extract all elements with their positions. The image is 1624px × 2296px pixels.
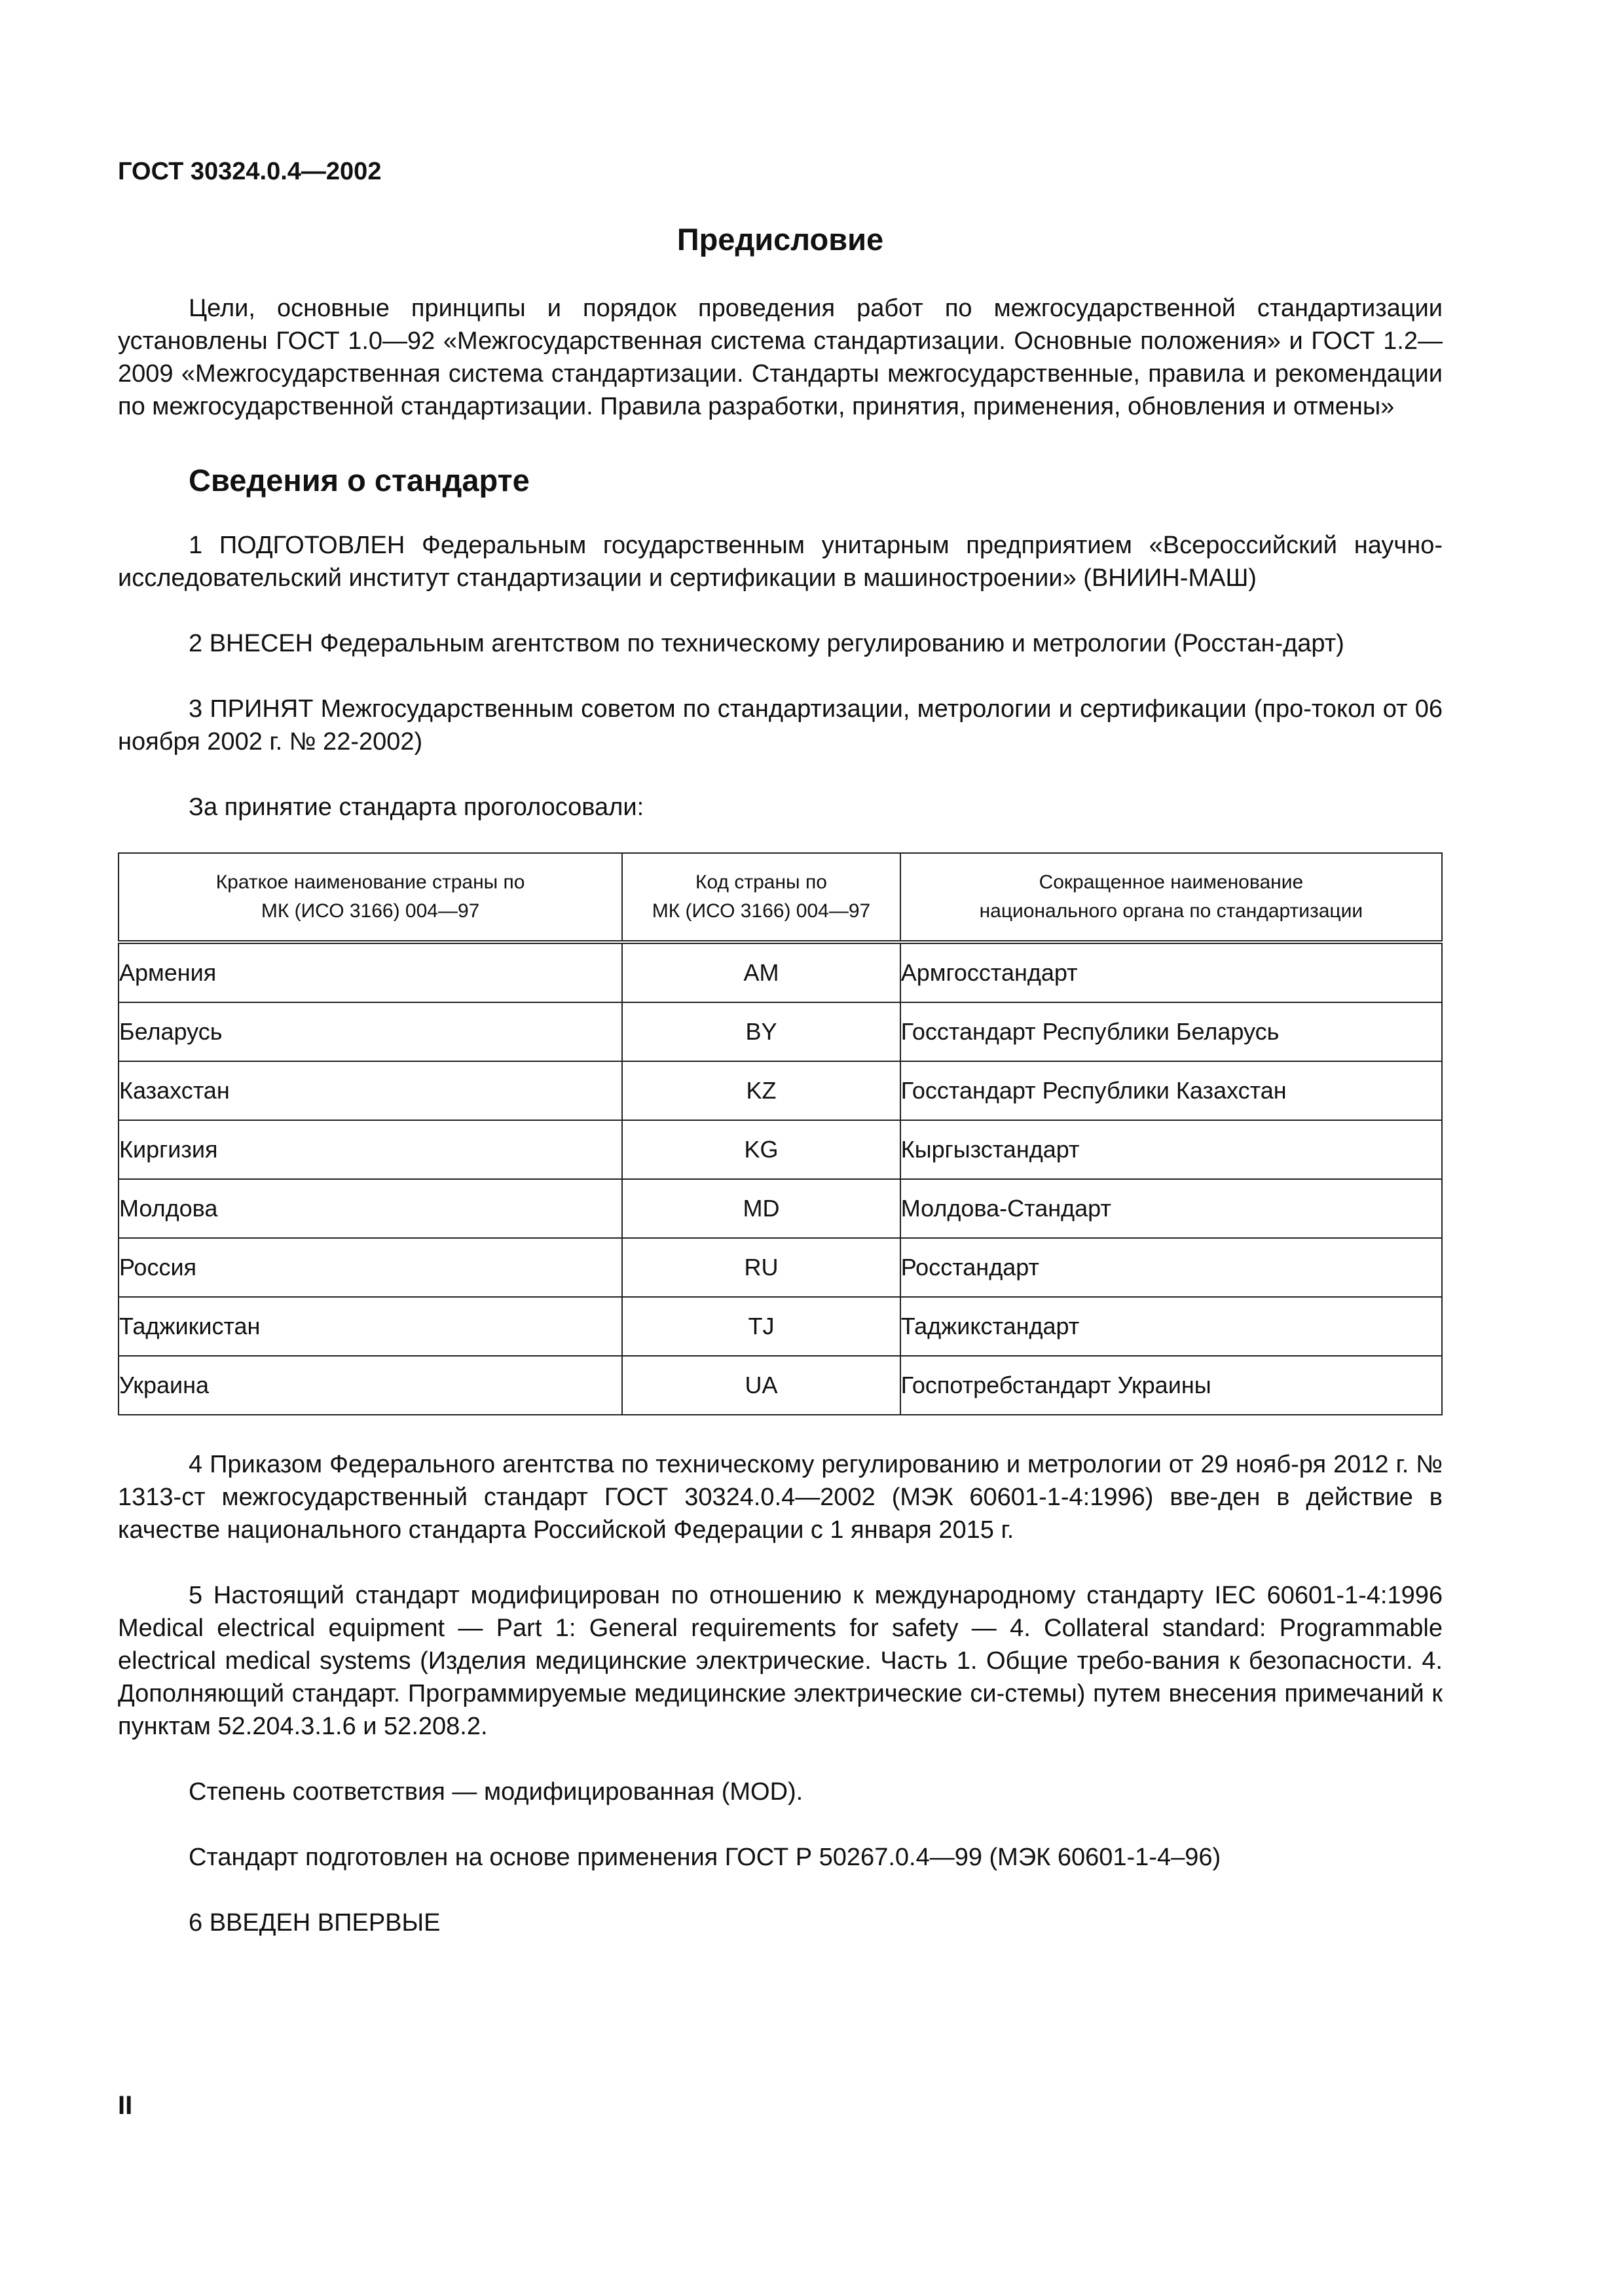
country-name-cell: Украина <box>119 1356 622 1415</box>
country-name-cell: Армения <box>119 942 622 1002</box>
basis-standard: Стандарт подготовлен на основе применения ГОСТ Р 50267.0.4—99 (МЭК 60601-1-4–96) <box>189 1844 1221 1872</box>
info-item-1: 1 ПОДГОТОВЛЕН Федеральным государственным унитарным предприятием «Всероссийский научно-исследовательский институт стандартизации и сертификации в машиностроении» (ВНИИН-МАШ) <box>118 532 1443 592</box>
country-code-cell: KG <box>622 1120 900 1179</box>
table-row <box>119 1061 1442 1120</box>
table-row <box>119 1120 1442 1179</box>
info-item-3: 3 ПРИНЯТ Межгосударственным советом по стандартизации, метрологии и сертификации (про-токол от 06 ноября 2002 г. № 22-2002) <box>118 695 1443 756</box>
country-code-cell: AM <box>622 942 900 1002</box>
header-line: Сокращенное наименование <box>1039 871 1304 894</box>
header-line: МК (ИСО 3166) 004—97 <box>652 900 871 922</box>
standards-body-cell: Кыргызстандарт <box>900 1120 1442 1179</box>
header-country-name <box>119 853 622 942</box>
page-number: II <box>118 2091 133 2120</box>
country-code-cell: RU <box>622 1238 900 1297</box>
country-code-cell: UA <box>622 1356 900 1415</box>
country-code-cell: MD <box>622 1179 900 1238</box>
standards-body-cell: Росстандарт <box>900 1238 1442 1297</box>
header-line: МК (ИСО 3166) 004—97 <box>261 900 480 922</box>
table-row <box>119 1179 1442 1238</box>
country-code-cell: BY <box>622 1002 900 1061</box>
standards-body-cell: Таджикстандарт <box>900 1297 1442 1356</box>
header-line: национального органа по стандартизации <box>979 900 1363 922</box>
table-row <box>119 1297 1442 1356</box>
standards-body-cell: Госстандарт Республики Казахстан <box>900 1061 1442 1120</box>
country-name-cell: Россия <box>119 1238 622 1297</box>
table-row <box>119 1238 1442 1297</box>
foreword-text: Цели, основные принципы и порядок проведения работ по межгосударственной стандартизации установлены ГОСТ 1.0—92 «Межгосударственная система стандартизации. Основные положения» и ГОСТ 1.2—2009 «Межгосударственная система стандартизации. Стандарты межгосударственные, правила и рекомендации по межгосударственной стандартизации. Правила разработки, принятия, применения, обновления и отмены» <box>118 294 1443 420</box>
table-row <box>119 942 1442 1002</box>
standards-body-cell: Армгосстандарт <box>900 942 1442 1002</box>
standard-code-header: ГОСТ 30324.0.4—2002 <box>118 158 382 185</box>
header-country-code <box>622 853 900 942</box>
info-item-6: 6 ВВЕДЕН ВПЕРВЫЕ <box>189 1909 441 1937</box>
page-content <box>118 157 1443 1939</box>
country-code-cell: TJ <box>622 1297 900 1356</box>
table-header-row <box>119 853 1442 942</box>
country-code-cell: KZ <box>622 1061 900 1120</box>
country-name-cell: Казахстан <box>119 1061 622 1120</box>
info-item-4: 4 Приказом Федерального агентства по техническому регулированию и метрологии от 29 нояб-ря 2012 г. № 1313-ст межгосударственный стандарт ГОСТ 30324.0.4—2002 (МЭК 60601-1-4:1996) вве-ден в действие в качестве национального стандарта Российской Федерации с 1 января 2015 г. <box>118 1451 1443 1544</box>
info-item-2: 2 ВНЕСЕН Федеральным агентством по техническому регулированию и метрологии (Росстан-дарт) <box>189 630 1344 658</box>
table-row <box>119 1356 1442 1415</box>
conformity-degree: Степень соответствия — модифицированная (MOD). <box>189 1778 803 1806</box>
vote-intro: За принятие стандарта проголосовали: <box>189 793 644 822</box>
header-standards-body <box>900 853 1442 942</box>
voting-countries-table <box>118 852 1443 1415</box>
country-name-cell: Молдова <box>119 1179 622 1238</box>
header-line: Код страны по <box>695 871 827 894</box>
country-name-cell: Беларусь <box>119 1002 622 1061</box>
info-item-5: 5 Настоящий стандарт модифицирован по отношению к международному стандарту IEC 60601-1-4:1996 Medical electrical equipment — Part 1: General requirements for safety — 4. Collateral standard: Programmable electrical medical systems (Изделия медицинские электрические. Часть 1. Общие требо-вания к безопасности. 4. Дополняющий стандарт. Программируемые медицинские электрические си-стемы) путем внесения примечаний к пунктам 52.204.3.1.6 и 52.208.2. <box>118 1582 1443 1741</box>
standards-body-cell: Молдова-Стандарт <box>900 1179 1442 1238</box>
country-name-cell: Киргизия <box>119 1120 622 1179</box>
standards-body-cell: Госстандарт Республики Беларусь <box>900 1002 1442 1061</box>
country-name-cell: Таджикистан <box>119 1297 622 1356</box>
foreword-title: Предисловие <box>676 221 884 257</box>
table-row <box>119 1002 1442 1061</box>
header-line: Краткое наименование страны по <box>215 871 525 894</box>
standard-info-title: Сведения о стандарте <box>189 462 530 498</box>
standards-body-cell: Госпотребстандарт Украины <box>900 1356 1442 1415</box>
